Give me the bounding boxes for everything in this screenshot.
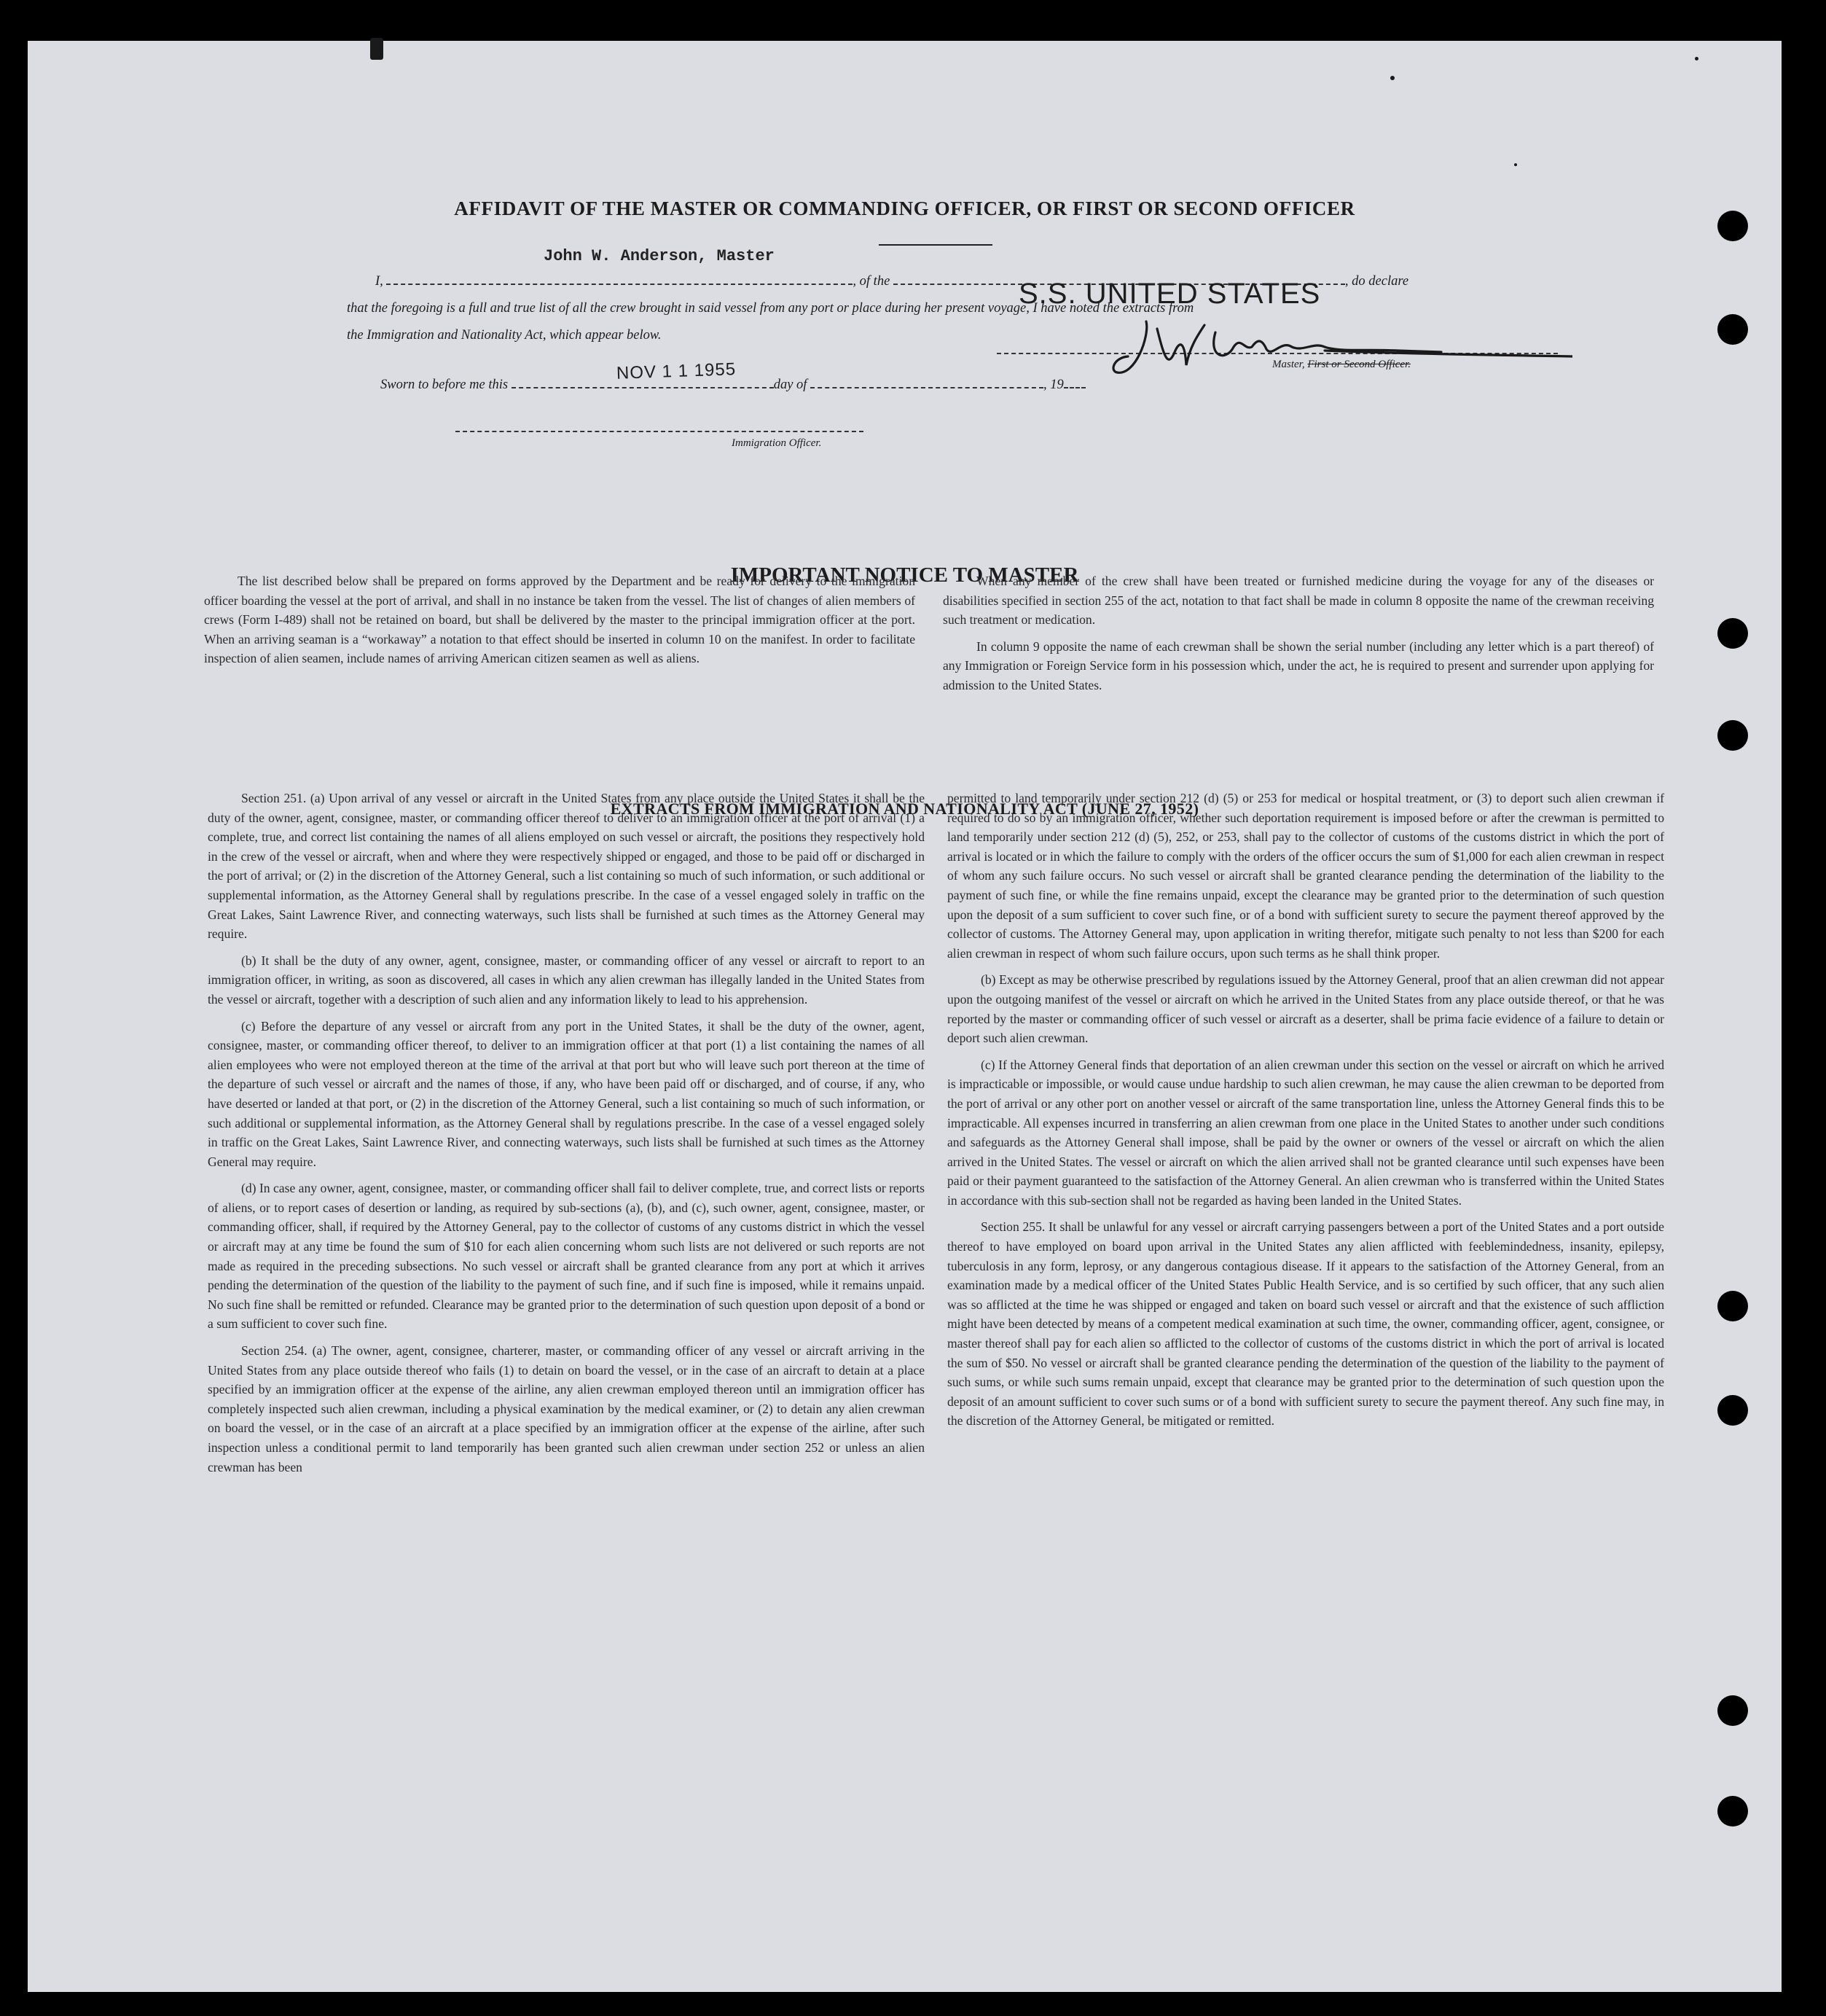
day-of-label: day of xyxy=(773,378,807,392)
binder-hole xyxy=(1717,1796,1748,1826)
extract-paragraph: (c) If the Attorney General finds that deportation of an alien crewman under this section on the vessel or aircraft on which he arrived is impracticable or impossible, or would cause undue hardship to such alien crewman, he may cause the alien crewman to be deported from the port of arrival or any other port on another vessel or aircraft of the same transportation line, unless the Attorney General finds this to be impracticable. All expenses incurred in transferring an alien crewman from one place in the United States to another under such conditions and safeguards as the Attorney General shall impose, shall be paid by the owner or owners of the vessel or aircraft on which the alien arrived in the United States. The vessel or aircraft on which the alien arrived shall not be granted clearance until such expenses have been paid or their payment guaranteed to the satisfaction of the Attorney General. An alien crewman who is transferred within the United States in accordance with this sub-section shall not be regarded as having been landed in the United States. xyxy=(947,1057,1664,1208)
vessel-name-stamp: S.S. UNITED STATES xyxy=(1019,278,1321,310)
document-page xyxy=(28,41,1782,1992)
declaration-text-end: the Immigration and Nationality Act, which appear below. xyxy=(347,328,662,343)
sworn-line xyxy=(380,378,1086,393)
notice-right-column xyxy=(943,571,1654,703)
extract-paragraph: (b) It shall be the duty of any owner, agent, consignee, master, or commanding officer of any vessel or aircraft to report to an immigration officer, in writing, as soon as discovered, all cases in which any alien crewman has illegally landed in the United States from the vessel or aircraft, together with a description of such alien and any information likely to lead to his apprehension. xyxy=(208,953,925,1007)
notice-paragraph: The list described below shall be prepared on forms approved by the Department and be ready for delivery to the immigration officer boarding the vessel at the port of arrival, and shall in no instance be taken from the vessel. The list of changes of alien members of crews (Form I-489) shall not be retained on board, but shall be delivered by the master to the principal immigration officer at the port. When an arriving seaman is a “workaway” a notation to that effect should be inserted in column 10 on the manifest. In order to facilitate inspection of alien seamen, include names of arriving American citizen seamen as well as aliens. xyxy=(204,574,915,666)
line-of-the-label: , of the xyxy=(853,274,890,289)
extract-paragraph: Section 251. (a) Upon arrival of any vessel or aircraft in the United States from any place outside the United States it shall be the duty of the owner, agent, consignee, master, or commanding officer thereof to deliver to an immigration officer at the port of arrival (1) a complete, true, and correct list containing the names of all aliens employed on such vessel or aircraft, the positions they respectively hold in the crew of the vessel or aircraft, when and where they were respectively shipped or engaged, and those to be paid off or discharged in the port of arrival; or (2) in the discretion of the Attorney General, such a list containing so much of such information, or such additional or supplemental information, as the Attorney General shall by regulations prescribe. In the case of a vessel engaged solely in traffic on the Great Lakes, Saint Lawrence River, and connecting waterways, such lists shall be furnished at such times as the Attorney General may require. xyxy=(208,791,925,942)
binder-hole xyxy=(1717,1395,1748,1426)
typed-master-name: John W. Anderson, Master xyxy=(544,247,775,265)
sworn-month-field xyxy=(810,387,1043,388)
sworn-day-field xyxy=(512,387,774,388)
extracts-title: EXTRACTS FROM IMMIGRATION AND NATIONALITY ACT (JUNE 27, 1952) xyxy=(610,800,1199,818)
caption-struck-officer: First or Second Officer. xyxy=(1307,359,1411,370)
extract-paragraph: permitted to land temporarily under section 212 (d) (5) or 253 for medical or hospital treatment, or (3) to deport such alien crewman if required to do so by an immigration officer, whether such deportation requirement is imposed before or after the crewman is permitted to land temporarily under section 212 (d) (5), 252, or 253, shall pay to the collector of customs of the customs district in which the port of arrival is located or in which the failure to comply with the orders of the officer occurs the sum of $1,000 for each alien crewman in respect of whom any such failure occurs. No such vessel or aircraft shall be granted clearance pending the determination of the liability to the payment of such fine, or while the fine remains unpaid, except the clearance may be granted prior to the determination of such question upon the deposit of a sum sufficient to cover such fine, or of a bond with sufficient surety to secure the payment thereof approved by the collector of customs. The Attorney General may, upon application in writing therefor, mitigate such penalty to not less than $200 for each alien crewman in respect of whom such failure occurs, upon such terms as he shall think proper. xyxy=(947,791,1664,961)
officer-signature-line xyxy=(455,431,863,432)
binder-hole xyxy=(1717,314,1748,345)
extract-paragraph: Section 255. It shall be unlawful for any vessel or aircraft carrying passengers between a port of the United States and a port outside thereof to have employed on board upon arrival in the United States any alien afflicted with feeblemindedness, insanity, epilepsy, tuberculosis in any form, leprosy, or any dangerous contagious disease. If it appears to the satisfaction of the Attorney General, from an examination made by a medical officer of the United States Public Health Service, and is so certified by such officer, that any such alien was so afflicted at the time he was shipped or engaged and taken on board such vessel or aircraft and that the existence of such affliction might have been detected by means of a competent medical examination at such time, the owner, commanding officer, agent, consignee, or master thereof shall pay for each alien so afflicted to the collector of customs of the customs district in which the port of arrival is located the sum of $50. No vessel or aircraft shall be granted clearance pending the determination of the question of the liability to the payment of such sums, or while such sums remain unpaid, except that clearance may be granted prior to the determination of such question upon the deposit of an amount sufficient to cover such sums or of a bond with sufficient surety to secure the payment thereof. Any such fine may, in the discretion of the Attorney General, be mitigated or remitted. xyxy=(947,1219,1664,1429)
notice-paragraph: In column 9 opposite the name of each crewman shall be shown the serial number (including any letter which is a part thereof) of any Immigration or Foreign Service form in his possession which, under the act, he is required to present and surrender upon applying for admission to the United States. xyxy=(943,638,1654,692)
title-rule xyxy=(879,244,992,246)
ink-speck xyxy=(370,38,383,60)
extracts-right-column xyxy=(947,789,1664,1438)
extracts-left-column xyxy=(208,789,925,1484)
line-i-label: I, xyxy=(375,274,383,289)
signature xyxy=(1106,307,1572,387)
date-stamp: NOV 1 1 1955 xyxy=(616,359,737,383)
binder-hole xyxy=(1717,1695,1748,1726)
sworn-year-field xyxy=(1064,387,1086,388)
binder-hole xyxy=(1717,618,1748,649)
affidavit-title: AFFIDAVIT OF THE MASTER OR COMMANDING OFFICER, OR FIRST OR SECOND OFFICER xyxy=(454,198,1355,219)
line-declare-label: , do declare xyxy=(1344,274,1409,289)
master-caption xyxy=(1272,359,1411,371)
sworn-label: Sworn to before me this xyxy=(380,378,509,392)
ink-speck xyxy=(1514,163,1517,166)
notice-title: IMPORTANT NOTICE TO MASTER xyxy=(730,563,1079,587)
extract-paragraph: (c) Before the departure of any vessel or aircraft from any port in the United States, it shall be the duty of the owner, agent, consignee, master, or commanding officer thereof, to deliver to an immigration officer at that port (1) a list containing the names of all alien employees who were not employed thereon at the time of the arrival at that port but who will leave such port thereon at the time of the departure of such vessel or aircraft and the names of those, if any, who have been paid off or discharged, and of course, if any, who have deserted or landed at that port, or (2) in the discretion of the Attorney General, such a list containing so much of such information, or such additional or supplemental information, as the Attorney General shall by regulations prescribe. In the case of a vessel engaged solely in traffic on the Great Lakes, Saint Lawrence River, and connecting waterways, such lists shall be furnished at such times as the Attorney General may require. xyxy=(208,1018,925,1169)
ink-speck xyxy=(1695,57,1698,60)
year-label: , 19 xyxy=(1043,378,1064,392)
notice-paragraph: When any member of the crew shall have been treated or furnished medicine during the voyage for any of the diseases or disabilities specified in section 255 of the act, notation to that fact shall be made in column 8 opposite the name of the crewman receiving such treatment or medication. xyxy=(943,574,1654,628)
binder-hole xyxy=(1717,720,1748,751)
immigration-officer-caption: Immigration Officer. xyxy=(732,437,822,449)
binder-hole xyxy=(1717,1291,1748,1321)
extract-paragraph: (d) In case any owner, agent, consignee, master, or commanding officer shall fail to deliver complete, true, and correct lists or reports of aliens, or to report cases of desertion or landing, as required by sub-sections (a), (b), and (c), such owner, agent, consignee, master, or commanding officer, shall, if required by the Attorney General, pay to the collector of customs of any customs district in which the vessel or aircraft may at any time be found the sum of $10 for each alien concerning whom such lists are not delivered or such reports are not made as required in the preceding subsections. No such vessel or aircraft shall be granted clearance from any port at which it arrives pending the determination of the question of the liability to the payment of such fine, and if such fine is imposed, while it remains unpaid. No such fine shall be remitted or refunded. Clearance may be granted prior to the determination of such question upon deposit of a bond or a sum sufficient to cover such fine. xyxy=(208,1181,925,1332)
name-field xyxy=(386,284,853,285)
ink-speck xyxy=(1390,76,1395,80)
notice-left-column xyxy=(204,571,915,676)
declaration-text: that the foregoing is a full and true list of all the crew brought in said vessel from any port or place during her present voyage, I have noted the extracts from xyxy=(347,301,1194,316)
caption-master: Master, xyxy=(1272,359,1305,370)
extract-paragraph: (b) Except as may be otherwise prescribed by regulations issued by the Attorney General, proof that an alien crewman did not appear upon the outgoing manifest of the vessel or aircraft on which he arrived in the United States from any place outside thereof, or that he was reported by the master or commanding officer of such vessel or aircraft as a deserter, shall be prima facie evidence of a failure to detain or deport such alien crewman. xyxy=(947,972,1664,1046)
extract-paragraph: Section 254. (a) The owner, agent, consignee, charterer, master, or commanding officer of any vessel or aircraft arriving in the United States from any place outside thereof who fails (1) to detain on board the vessel, or in the case of an aircraft to detain at a place specified by an immigration officer at the expense of the airline, any alien crewman employed thereon until an immigration officer has completely inspected such alien crewman, including a physical examination by the medical examiner, or (2) to detain any alien crewman on board the vessel, or in the case of an aircraft at a place specified by an immigration officer at the expense of the airline, after such inspection unless a conditional permit to land temporarily has been granted such alien crewman under section 252 or unless an alien crewman has been xyxy=(208,1343,925,1474)
